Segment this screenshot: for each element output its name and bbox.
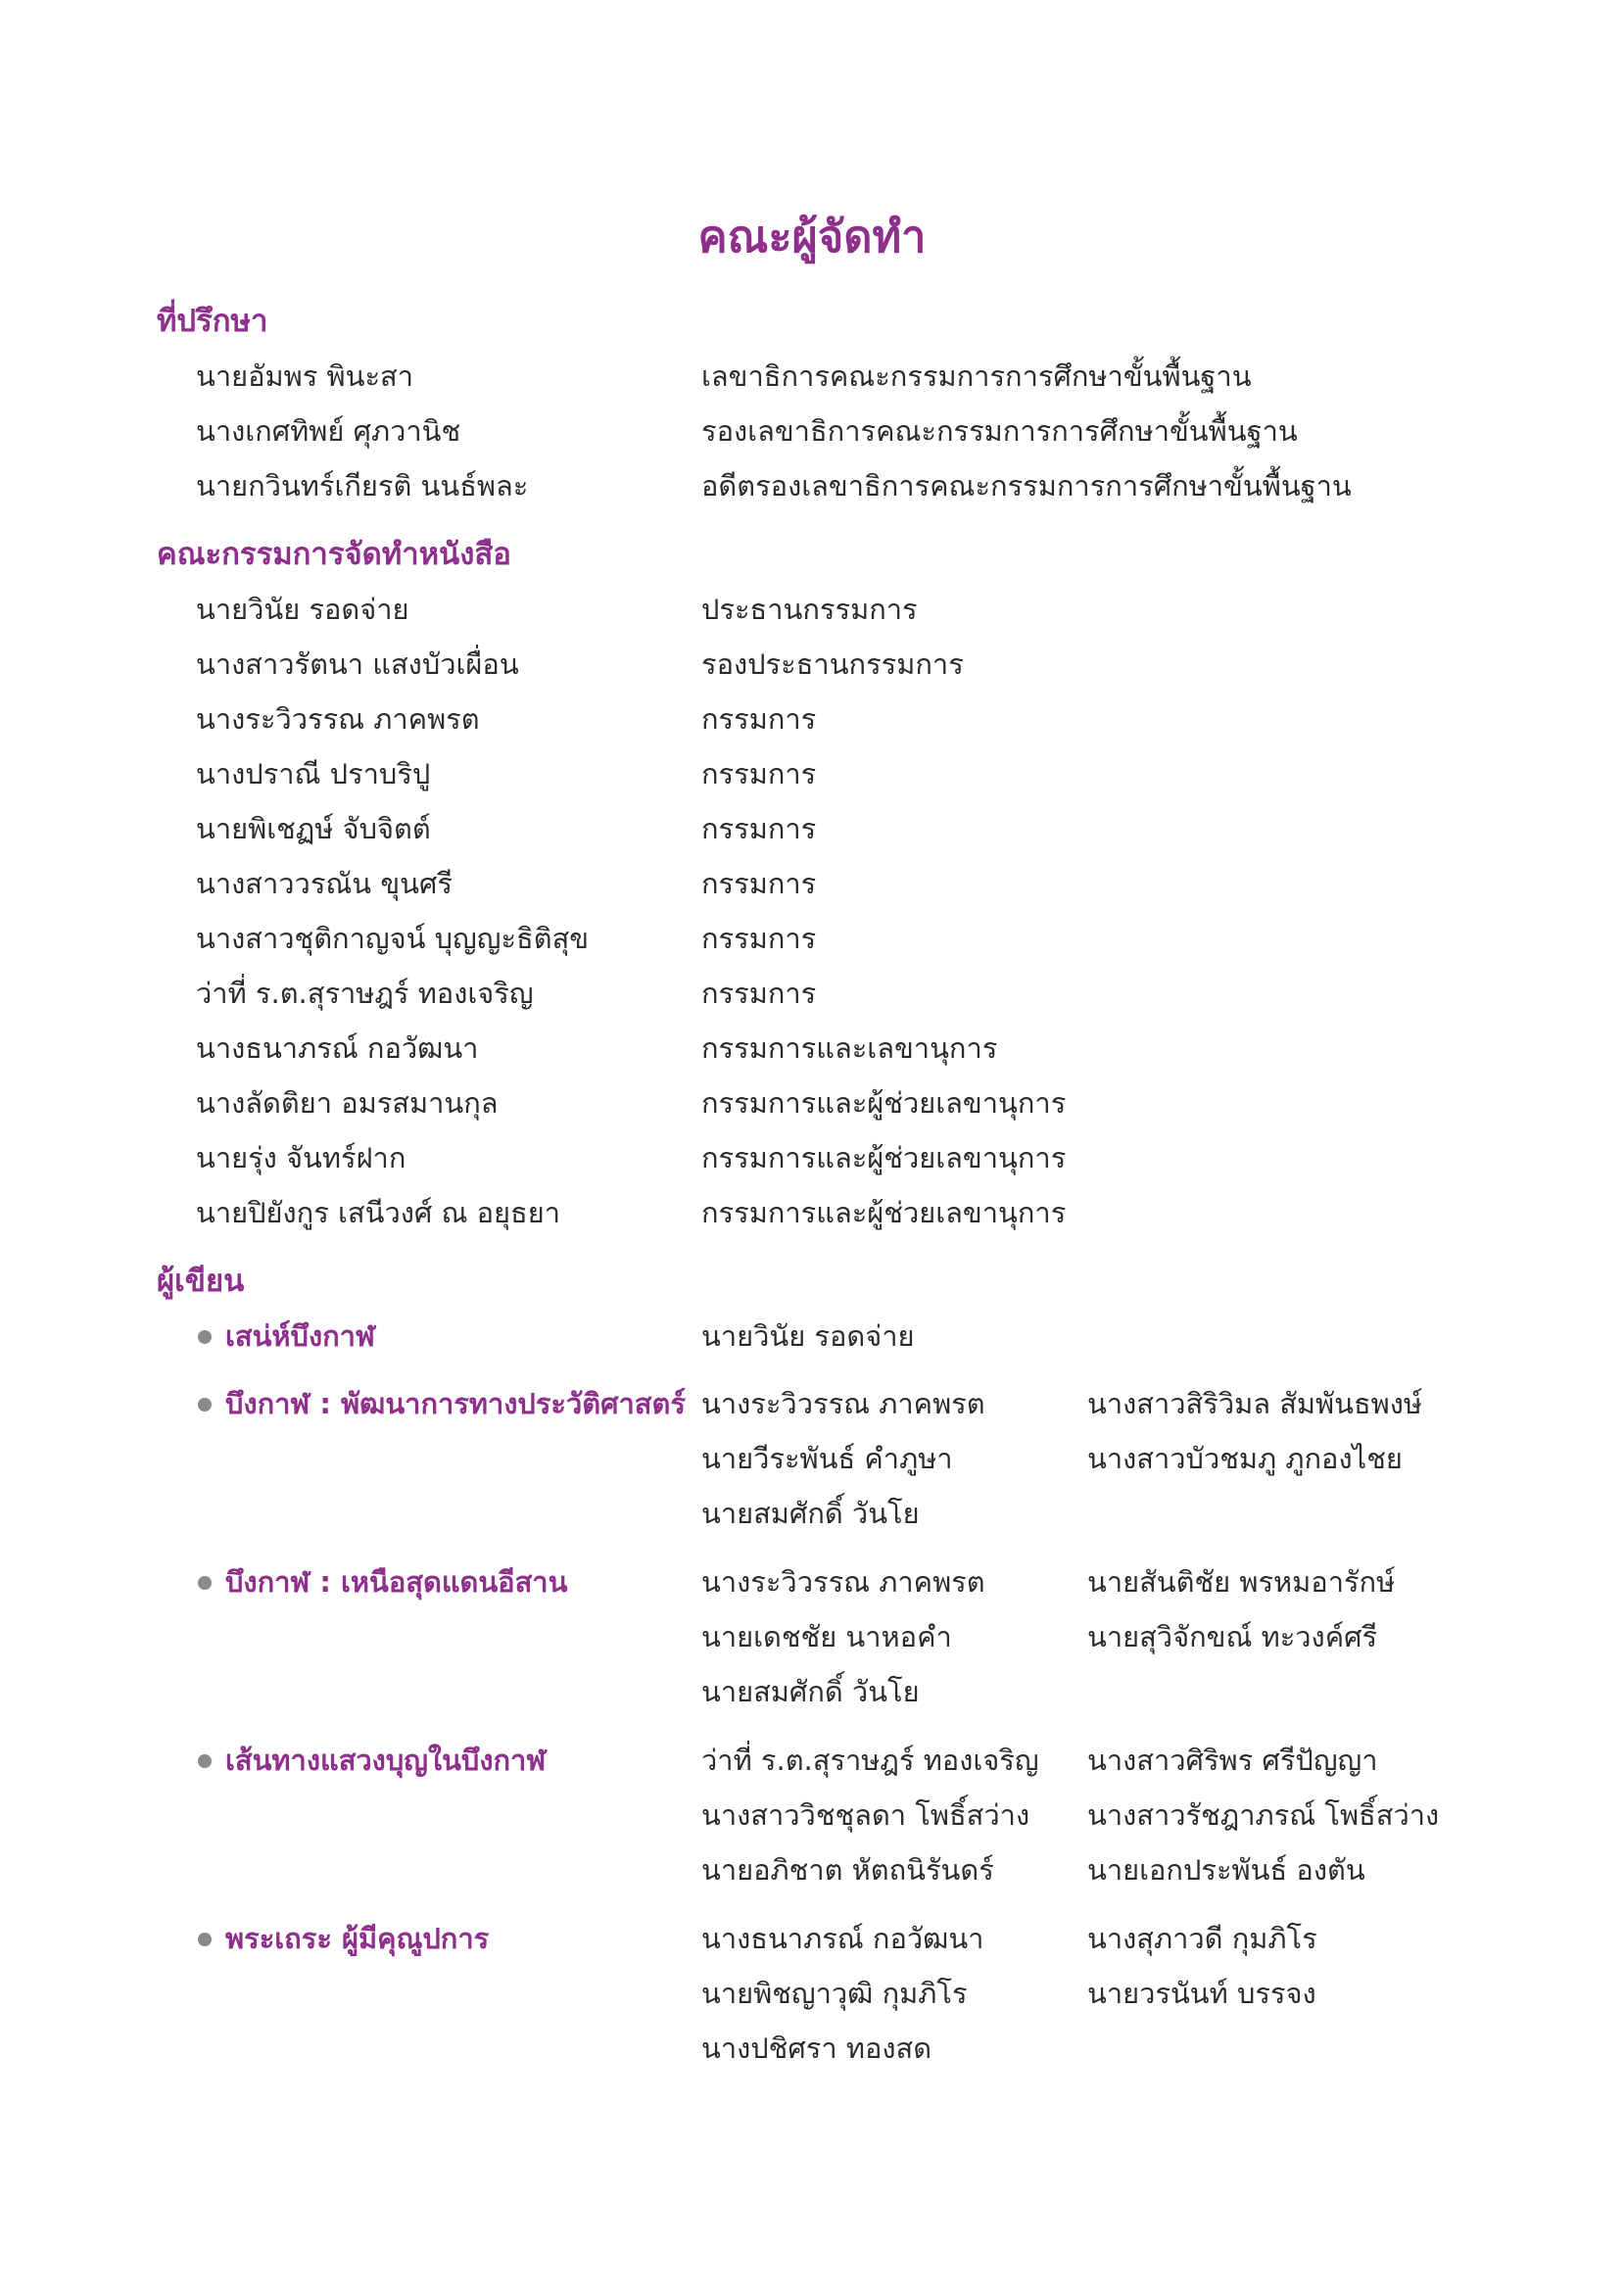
committee-row	[196, 1024, 1469, 1073]
section-heading-committee: คณะกรรมการจัดทำหนังสือ	[157, 537, 511, 572]
writer-name: ว่าที่ ร.ต.สุราษฎร์ ทองเจริญ	[701, 1744, 1039, 1777]
writer-name: นายพิชญาวุฒิ กุมภิโร	[701, 1977, 968, 2010]
person-role: กรรมการและผู้ช่วยเลขานุการ	[701, 1086, 1067, 1120]
writer-list	[1087, 1378, 1422, 1488]
person-name: นางสาวชุติกาญจน์ บุญญะธิติสุข	[196, 922, 590, 955]
writer-name: นางสาวสิริวิมล สัมพันธพงษ์	[1087, 1387, 1423, 1420]
section-heading-writers: ผู้เขียน	[157, 1264, 245, 1299]
advisor-row	[196, 407, 1469, 455]
person-name: นางลัดติยา อมรสมานกุล	[196, 1086, 499, 1120]
person-name: นางปราณี ปราบริปู	[196, 757, 431, 790]
person-role: รองประธานกรรมการ	[701, 647, 964, 681]
writer-list	[701, 1311, 915, 1365]
person-role: กรรมการ	[701, 702, 817, 736]
section-heading-advisors: ที่ปรึกษา	[157, 304, 268, 339]
writer-list	[1087, 1735, 1439, 1899]
writer-name: นางระวิวรรณ ภาคพรต	[701, 1387, 985, 1420]
person-role: กรรมการ	[701, 812, 817, 845]
writer-name: นายสมศักดิ์ วันโย	[701, 1497, 920, 1530]
bullet-icon	[198, 1330, 212, 1344]
writer-name: นายอภิชาต หัตถนิรันดร์	[701, 1853, 994, 1887]
advisor-row	[196, 461, 1469, 510]
writer-list	[701, 1913, 983, 2078]
person-role: กรรมการ	[701, 922, 817, 955]
chapter-title: บึงกาฬ : เหนือสุดแดนอีสาน	[225, 1565, 568, 1599]
committee-row	[196, 585, 1469, 634]
person-name: นางเกศทิพย์ ศุภวานิช	[196, 414, 461, 448]
writer-name: นางธนาภรณ์ กอวัฒนา	[701, 1922, 984, 1955]
committee-row	[196, 914, 1469, 963]
writer-name: นางสาววิชชุลดา โพธิ์สว่าง	[701, 1798, 1030, 1832]
writer-name: นายวีระพันธ์ คำภูษา	[701, 1442, 953, 1475]
person-role: กรรมการและผู้ช่วยเลขานุการ	[701, 1141, 1067, 1174]
person-name: นายวินัย รอดจ่าย	[196, 593, 409, 626]
person-name: นายปิยังกูร เสนีวงศ์ ณ อยุธยา	[196, 1196, 561, 1229]
person-name: นางสาววรณัน ขุนศรี	[196, 867, 453, 900]
writer-name: นายสมศักดิ์ วันโย	[701, 1675, 920, 1708]
chapter-title: บึงกาฬ : พัฒนาการทางประวัติศาสตร์	[225, 1387, 686, 1420]
writer-name: นายเดชชัย นาหอคำ	[701, 1620, 952, 1653]
person-role: กรรมการ	[701, 757, 817, 790]
writer-name: นายวินัย รอดจ่าย	[701, 1319, 915, 1353]
writer-name: นางปชิศรา ทองสด	[701, 2032, 932, 2065]
committee-row	[196, 1133, 1469, 1182]
chapter-title: เสน่ห์บึงกาฬ	[225, 1319, 375, 1353]
person-role: อดีตรองเลขาธิการคณะกรรมการการศึกษาขั้นพื้นฐาน	[701, 469, 1352, 502]
committee-row	[196, 804, 1469, 853]
committee-row	[196, 640, 1469, 689]
committee-row	[196, 969, 1469, 1018]
writer-list	[1087, 1556, 1395, 1666]
person-name: นายอัมพร พินะสา	[196, 359, 414, 393]
person-name: นายรุ่ง จันทร์ฝาก	[196, 1141, 406, 1174]
person-role: รองเลขาธิการคณะกรรมการการศึกษาขั้นพื้นฐาน	[701, 414, 1298, 448]
person-role: ประธานกรรมการ	[701, 593, 918, 626]
person-name: นางสาวรัตนา แสงบัวเผื่อน	[196, 647, 519, 681]
chapter-title: พระเถระ ผู้มีคุณูปการ	[225, 1922, 490, 1955]
writer-name: นายเอกประพันธ์ องตัน	[1087, 1853, 1365, 1887]
bullet-icon	[198, 1933, 212, 1946]
committee-row	[196, 1188, 1469, 1237]
person-name: ว่าที่ ร.ต.สุราษฎร์ ทองเจริญ	[196, 977, 534, 1010]
person-role: เลขาธิการคณะกรรมการการศึกษาขั้นพื้นฐาน	[701, 359, 1252, 393]
person-name: นายกวินทร์เกียรติ นนธ์พละ	[196, 469, 529, 502]
committee-row	[196, 1078, 1469, 1127]
person-role: กรรมการ	[701, 867, 817, 900]
writer-list	[701, 1556, 985, 1721]
bullet-icon	[198, 1398, 212, 1411]
writer-list	[1087, 1913, 1317, 2023]
writer-name: นางสาวศิริพร ศรีปัญญา	[1087, 1744, 1378, 1777]
committee-row	[196, 694, 1469, 743]
bullet-icon	[198, 1576, 212, 1590]
writer-name: นายวรนันท์ บรรจง	[1087, 1977, 1316, 2010]
writer-list	[701, 1378, 985, 1543]
committee-row	[196, 859, 1469, 908]
bullet-icon	[198, 1754, 212, 1768]
writer-name: นายสุวิจักขณ์ ทะวงค์ศรี	[1087, 1620, 1378, 1653]
committee-row	[196, 749, 1469, 798]
person-role: กรรมการและผู้ช่วยเลขานุการ	[701, 1196, 1067, 1229]
advisor-row	[196, 352, 1469, 401]
chapter-title: เส้นทางแสวงบุญในบึงกาฬ	[225, 1744, 547, 1777]
writer-name: นางระวิวรรณ ภาคพรต	[701, 1565, 985, 1599]
person-name: นางธนาภรณ์ กอวัฒนา	[196, 1031, 479, 1065]
writer-name: นางสาวรัชฎาภรณ์ โพธิ์สว่าง	[1087, 1798, 1440, 1832]
person-name: นายพิเชฏษ์ จับจิตต์	[196, 812, 431, 845]
person-role: กรรมการและเลขานุการ	[701, 1031, 998, 1065]
writer-name: นางสุภาวดี กุมภิโร	[1087, 1922, 1317, 1955]
writer-list	[701, 1735, 1039, 1899]
writer-name: นายสันติชัย พรหมอารักษ์	[1087, 1565, 1396, 1599]
person-name: นางระวิวรรณ ภาคพรต	[196, 702, 480, 736]
page-title: คณะผู้จัดทำ	[697, 211, 927, 263]
person-role: กรรมการ	[701, 977, 817, 1010]
writer-name: นางสาวบัวชมภู ภูกองไชย	[1087, 1442, 1403, 1475]
